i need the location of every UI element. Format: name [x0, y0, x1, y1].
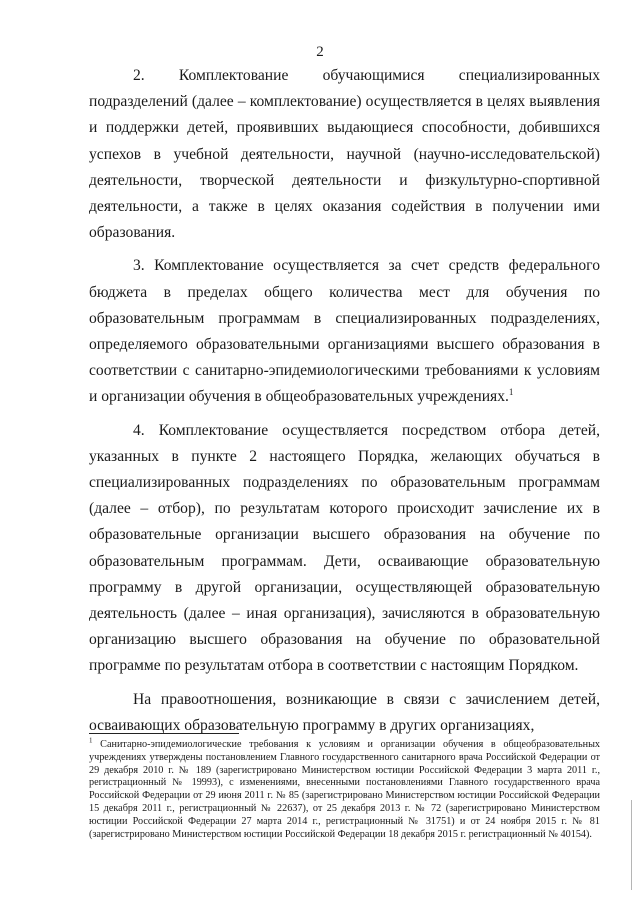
paragraph-text: 4. Комплектование осуществляется посредством отбора детей, указанных в пункте 2 настоящего Порядка, желающих обучаться в специализированных подразделениях по образовательным программам (далее – отбор), по результатам которого происходит зачисление их в образовательные организации высшего образования на обучение по образовательным программам. Дети, осваивающие образовательную программу в другой организации, осуществляющей образовательную деятельность (далее – иная организация), зачисляются в образовательную организацию высшего образования на обучение по образовательной программе по результатам отбора в соответствии с настоящим Порядком.: [89, 421, 600, 675]
paragraph-continuation: [89, 687, 600, 739]
scan-edge-mark: [631, 800, 632, 890]
paragraph-3: [89, 253, 600, 410]
footnote: [89, 736, 601, 841]
footnote-separator: [89, 733, 239, 734]
paragraph-4: [89, 418, 600, 680]
footnote-marker: 1: [89, 736, 93, 745]
paragraph-text: 3. Комплектование осуществляется за счет средств федерального бюджета в пределах общего количества мест для обучения по образовательным программам в специализированных подразделениях, определяемого образовательными организациями высшего образования в соответствии с санитарно-эпидемиологическими требованиями к условиям и организации обучения в общеобразовательных учреждениях.: [89, 257, 600, 406]
footnote-text: Санитарно-эпидемиологические требования к условиям и организации обучения в общеобразовательных учреждениях утверждены постановлением Главного государственного санитарного врача Российской Федерации от 29 декабря 2010 г. № 189 (зарегистрировано Министерством юстиции Российской Федерации 3 марта 2011 г., регистрационный № 19993), с изменениями, внесенными постановлениями Главного государственного врача Российской Федерации от 29 июня 2011 г. № 85 (зарегистрировано Министерством юстиции Российской Федерации 15 декабря 2011 г., регистрационный № 22637), от 25 декабря 2013 г. № 72 (зарегистрировано Министерством юстиции Российской Федерации 27 марта 2014 г., регистрационный № 31751) и от 24 ноября 2015 г. № 81 (зарегистрировано Министерством юстиции Российской Федерации 18 декабря 2015 г. регистрационный № 40154).: [89, 739, 601, 840]
paragraph-2: [89, 63, 600, 246]
body-text: [89, 63, 600, 739]
paragraph-text: 2. Комплектование обучающимися специализированных подразделений (далее – комплектование) осуществляется в целях выявления и поддержки детей, проявивших выдающиеся способности, добившихся успехов в учебной деятельности, научной (научно-исследовательской) деятельности, творческой деятельности и физкультурно-спортивной деятельности, а также в целях оказания содействия в получении ими образования.: [89, 67, 600, 242]
footnote-reference[interactable]: 1: [508, 387, 514, 398]
paragraph-text: На правоотношения, возникающие в связи с зачислением детей, осваивающих образовательную программу в других организациях,: [89, 690, 600, 734]
page-number: 2: [316, 44, 324, 60]
